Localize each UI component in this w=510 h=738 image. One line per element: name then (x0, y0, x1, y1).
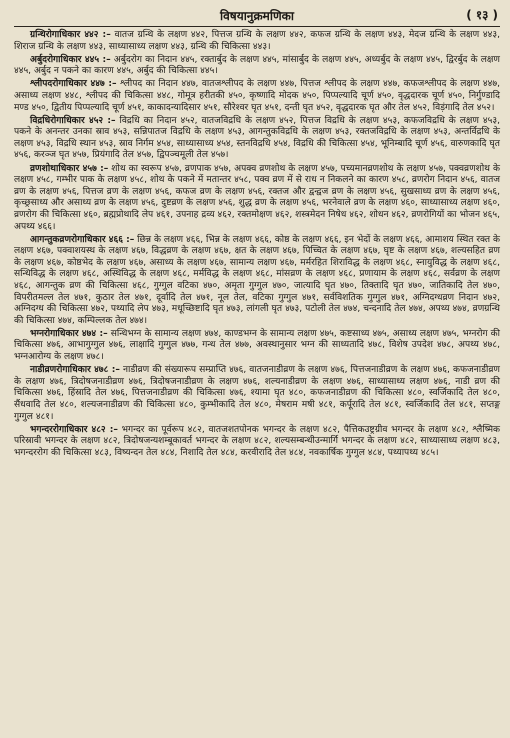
page-header (14, 4, 500, 26)
chapter-heading: व्रणशोथाधिकार ४५७ :– (30, 163, 109, 174)
chapter-heading: भगन्दररोगाधिकार ४८२ :– (30, 424, 118, 435)
entry-text: नाडीव्रण की संख्यारूप सम्प्राप्ति ४७६, वातजनाडीव्रण के लक्षण ४७६, पित्तजनाडीव्रण के लक्षण ४७६, कफजनाडीव्रण के लक्षण ४७६, त्रिदोषजनाडीव्रण ४७६, त्रिदोषजनाडीव्रण के लक्षण ४७६, शल्यनाडीव्रण के लक्षण ४७६, साध्यासाध्य लक्षण ४७६, नाडी व्रण की चिकित्सा ४७६, हिंस्रादि तेल ४७६, पित्तजनाडीव्रण की चिकित्सा ४७६, श्यामा घृत ४८०, कफजनाडीव्रण की चिकित्सा ४८०, स्वर्जिकादि तेल ४८०, सैंधवादि तेल ४८०, शल्यजनाडीव्रण की चिकित्सा ४८०, कुम्भीकादि तेल ४८०, मेषराम मषी ४८१, कर्पूरादि तेल ४८१, स्वर्जिकादि तेल ४८१, सप्तङ्ग गुग्गुल ४८१। (14, 365, 500, 422)
chapter-heading: ग्रन्थिरोगाधिकार ४४२ :– (30, 30, 111, 40)
index-entry (14, 30, 500, 53)
page-title: विषयानुक्रमणिका (220, 9, 294, 23)
chapter-heading: श्लीपदरोगाधिकार ४४७ :– (30, 79, 117, 90)
entry-text: अर्बुदरोग का निदान ४४५, रक्तार्बुद के लक्षण ४४५, मांसार्बुद के लक्षण ४४५, अध्यर्बुद के लक्षण ४४५, द्विरर्बुद के लक्षण ४४५, अर्बुद न पकने का कारण ४४५, अर्बुद की चिकित्सा ४४५। (14, 54, 500, 77)
chapter-heading: आगन्तुकव्रणरोगाधिकार ४६६ :– (30, 234, 135, 245)
index-entry (14, 116, 500, 162)
index-entry (14, 55, 500, 78)
entry-text: वातज ग्रन्थि के लक्षण ४४२, पित्तज ग्रन्थि के लक्षण ४४२, कफज ग्रन्थि के लक्षण ४४३, मेदज ग्रन्थि के लक्षण ४४३, शिराज ग्रन्थि के लक्षण ४४३, साध्यासाध्य लक्षण ४४३, ग्रन्थि की चिकित्सा ४४३। (14, 30, 500, 52)
index-entry (14, 164, 500, 234)
index-entry (14, 425, 500, 460)
chapter-heading: भग्नरोगाधिकार ४७४ :– (30, 328, 108, 339)
header-rule (14, 26, 500, 27)
entry-text: भगन्दर का पूर्वरूप ४८२, वातजशतपोनक भगन्दर के लक्षण ४८२, पैत्तिकउष्ट्रग्रीव भगन्दर के लक्षण ४८२, श्लैष्मिक परिस्रावी भगन्दर के लक्षण ४८२, त्रिदोषजन्यशम्बूकावर्त भगन्दर के लक्षण ४८२, शल्यसम्बन्धीउन्मार्गि भगन्दर के लक्षण ४८२, साध्यासाध्य लक्षण ४८३, भगन्दररोग की चिकित्सा ४८३, विष्यन्दन तेल ४८४, निशादि तेल ४८४, करवीरादि तेल ४८४, नवकार्षिक गुग्गुल ४८४, पथ्यापथ्य ४८५। (14, 424, 500, 458)
entry-text: शोथ का स्वरूप ४५७, व्रणपाक ४५७, अपक्व व्रणशोथ के लक्षण ४५७, पच्यमानव्रणशोथ के लक्षण ४५७, पक्वव्रणशोथ के लक्षण ४५८, गम्भीर पाक के लक्षण ४५८, शोथ के पकने में मतान्तर ४५८, पक्व व्रण में से राध न निकलने का कारण ४५८, व्रणरोग निदान ४५६, वातज व्रण के लक्षण ४५६, पित्तज व्रण के लक्षण ४५६, कफज व्रण के लक्षण ४५६, रक्तज और द्वन्द्वज व्रण के लक्षण ४५६, सुखसाध्य व्रण के लक्षण ४५६, कृच्छ्रसाध्य और असाध्य व्रण के लक्षण ४५६, दुष्टव्रण के लक्षण ४५६, शुद्ध व्रण के लक्षण ४५६, भरनेवाले व्रण के लक्षण ४६०, साध्यासाध्य लक्षण ४६०, व्रणरोग की चिकित्सा ४६०, ब्रह्मप्रोथादि लेप ४६१, उपनाह द्रव्य ४६२, रक्तमोक्षण ४६२, शस्त्रमेदन निषेध ४६२, शोधन ४६२, व्रणरोगियों का भोजन ४६५, अपथ्य ४६६। (14, 163, 500, 232)
entry-text: सन्धिभग्न के सामान्य लक्षण ४७४, काण्डभग्न के सामान्य लक्षण ४७५, कष्टसाध्य ४७५, असाध्य लक्षण ४७५, भग्नरोग की चिकित्सा ४७६, आभागुग्गुल ४७६, लाक्षादि गुग्गुल ४७७, गन्ध तेल ४७७, अवस्थानुसार भग्न की साध्यतादि ४७८, विशेष उपदेश ४७८, अपथ्य ४७८, भग्नआरोग्य के लक्षण ४७८। (14, 328, 500, 363)
index-entry (14, 329, 500, 364)
page-number: ( १३ ) (466, 8, 498, 22)
entry-text: विद्रधि का निदान ४५२, वातजविद्रधि के लक्षण ४५२, पित्तज विद्रधि के लक्षण ४५३, कफजविद्रधि के लक्षण ४५३, पकने के अनन्तर उनका स्राव ४५३, सन्निपातज विद्रधि के लक्षण ४५३, आगन्तुकविद्रधि के लक्षण ४५३, रक्तजविद्रधि के लक्षण ४५३, अन्तर्विद्रधि के लक्षण ४५३, विद्रधि स्थान ४५३, स्राव निर्गम ४५४, साध्यासाध्य ४५४, स्तनविद्रधि ४५४, विद्रधि की चिकित्सा ४५४, भूनिम्बादि चूर्ण ४५६, वारुणकादि घृत ४५६, करञ्ज घृत ४५७, प्रियंगादि तेल ४५७, द्विपञ्चमूली तेल ४५७। (14, 115, 501, 161)
chapter-heading: अर्बुदरोगाधिकार ४४५ :– (30, 54, 111, 65)
index-entry (14, 79, 500, 114)
index-entry (14, 365, 500, 423)
index-entry (14, 235, 500, 328)
chapter-heading: नाडीव्रणरोगाधिकार ४७८ :– (30, 365, 120, 376)
entry-text: छिन्न के लक्षण ४६६, भिन्न के लक्षण ४६६, कोष्ठ के लक्षण ४६६, इन भेदों के लक्षण ४६६, आमाशय स्थित रक्त के लक्षण ४६७, पक्वाशयस्थ के लक्षण ४६७, विद्धव्रण के लक्षण ४६७, क्षत के लक्षण ४६७, पिच्चित के लक्षण ४६७, घृष्ट के लक्षण ४६७, शल्यसहित व्रण के लक्षण ४६७, कोष्ठभेद के लक्षण ४६७, असाध्य के लक्षण ४६७, सामान्य लक्षण ४६७, मर्मरहित शिराविद्ध के लक्षण ४६८, स्नायुविद्ध के लक्षण ४६८, सन्धिविद्ध के लक्षण ४६८, अस्थिविद्ध के लक्षण ४६८, मर्मविद्ध के लक्षण ४६८, मांसव्रण के लक्षण ४६८, प्रणायाम के लक्षण ४६८, सर्वव्रण के लक्षण ४६८, आगन्तुक व्रण की चिकित्सा ४६८, गुग्गुल वटिका ४७०, अमृता गुग्गुल ४७०, जात्यादि घृत ४७०, तिक्तादि घृत ४७०, जातिकादि तेल ४७०, विपरीतमल्ल तेल ४७१, कुठार तेल ४७१, दूर्वादि तेल ४७१, नूल तेल, वटिका गुग्गुल ४७१, सर्वविशतिक गुग्गुल ४७१, अग्निदग्धव्रण निदान ४७२, अग्निदग्ध की चिकित्सा ४७२, पथ्यादि लेप ४७३, मधूच्छिष्टादि घृत ४७३, लांगली घृत ४७३, पटोली तेल ४७४, चन्दनादि तेल ४७४, अपथ्य ४७४, व्रणग्रन्थि की चिकित्सा ४७४, कम्पिल्लक तेल ४७४। (14, 234, 500, 326)
chapter-heading: विद्रधिरोगाधिकार ४५२ :– (30, 115, 116, 126)
entry-text: श्लीपद का निदान ४४७, वातजश्लीपद के लक्षण ४४७, पित्तज श्लीपद के लक्षण ४४७, कफजश्लीपद के लक्षण ४४७, असाध्य लक्षण ४४८, श्लीपद की चिकित्सा ४४८, गोमूत्र हरीतकी ४५०, कृष्णादि मोदक ४५०, पिप्पल्यादि चूर्ण ४५०, वृद्धदारक चूर्ण ४५०, निर्गुण्डादि मण्ड ४५०, द्वितीय पिप्पल्यादि चूर्ण ४५१, काकादन्यादिसार ४५१, सौरेश्वर घृत ४५१, दन्ती घृत ४५२, वृद्धदारक घृत और तेल ४५२, विड़ंगादि तेल ४५२। (14, 79, 500, 113)
